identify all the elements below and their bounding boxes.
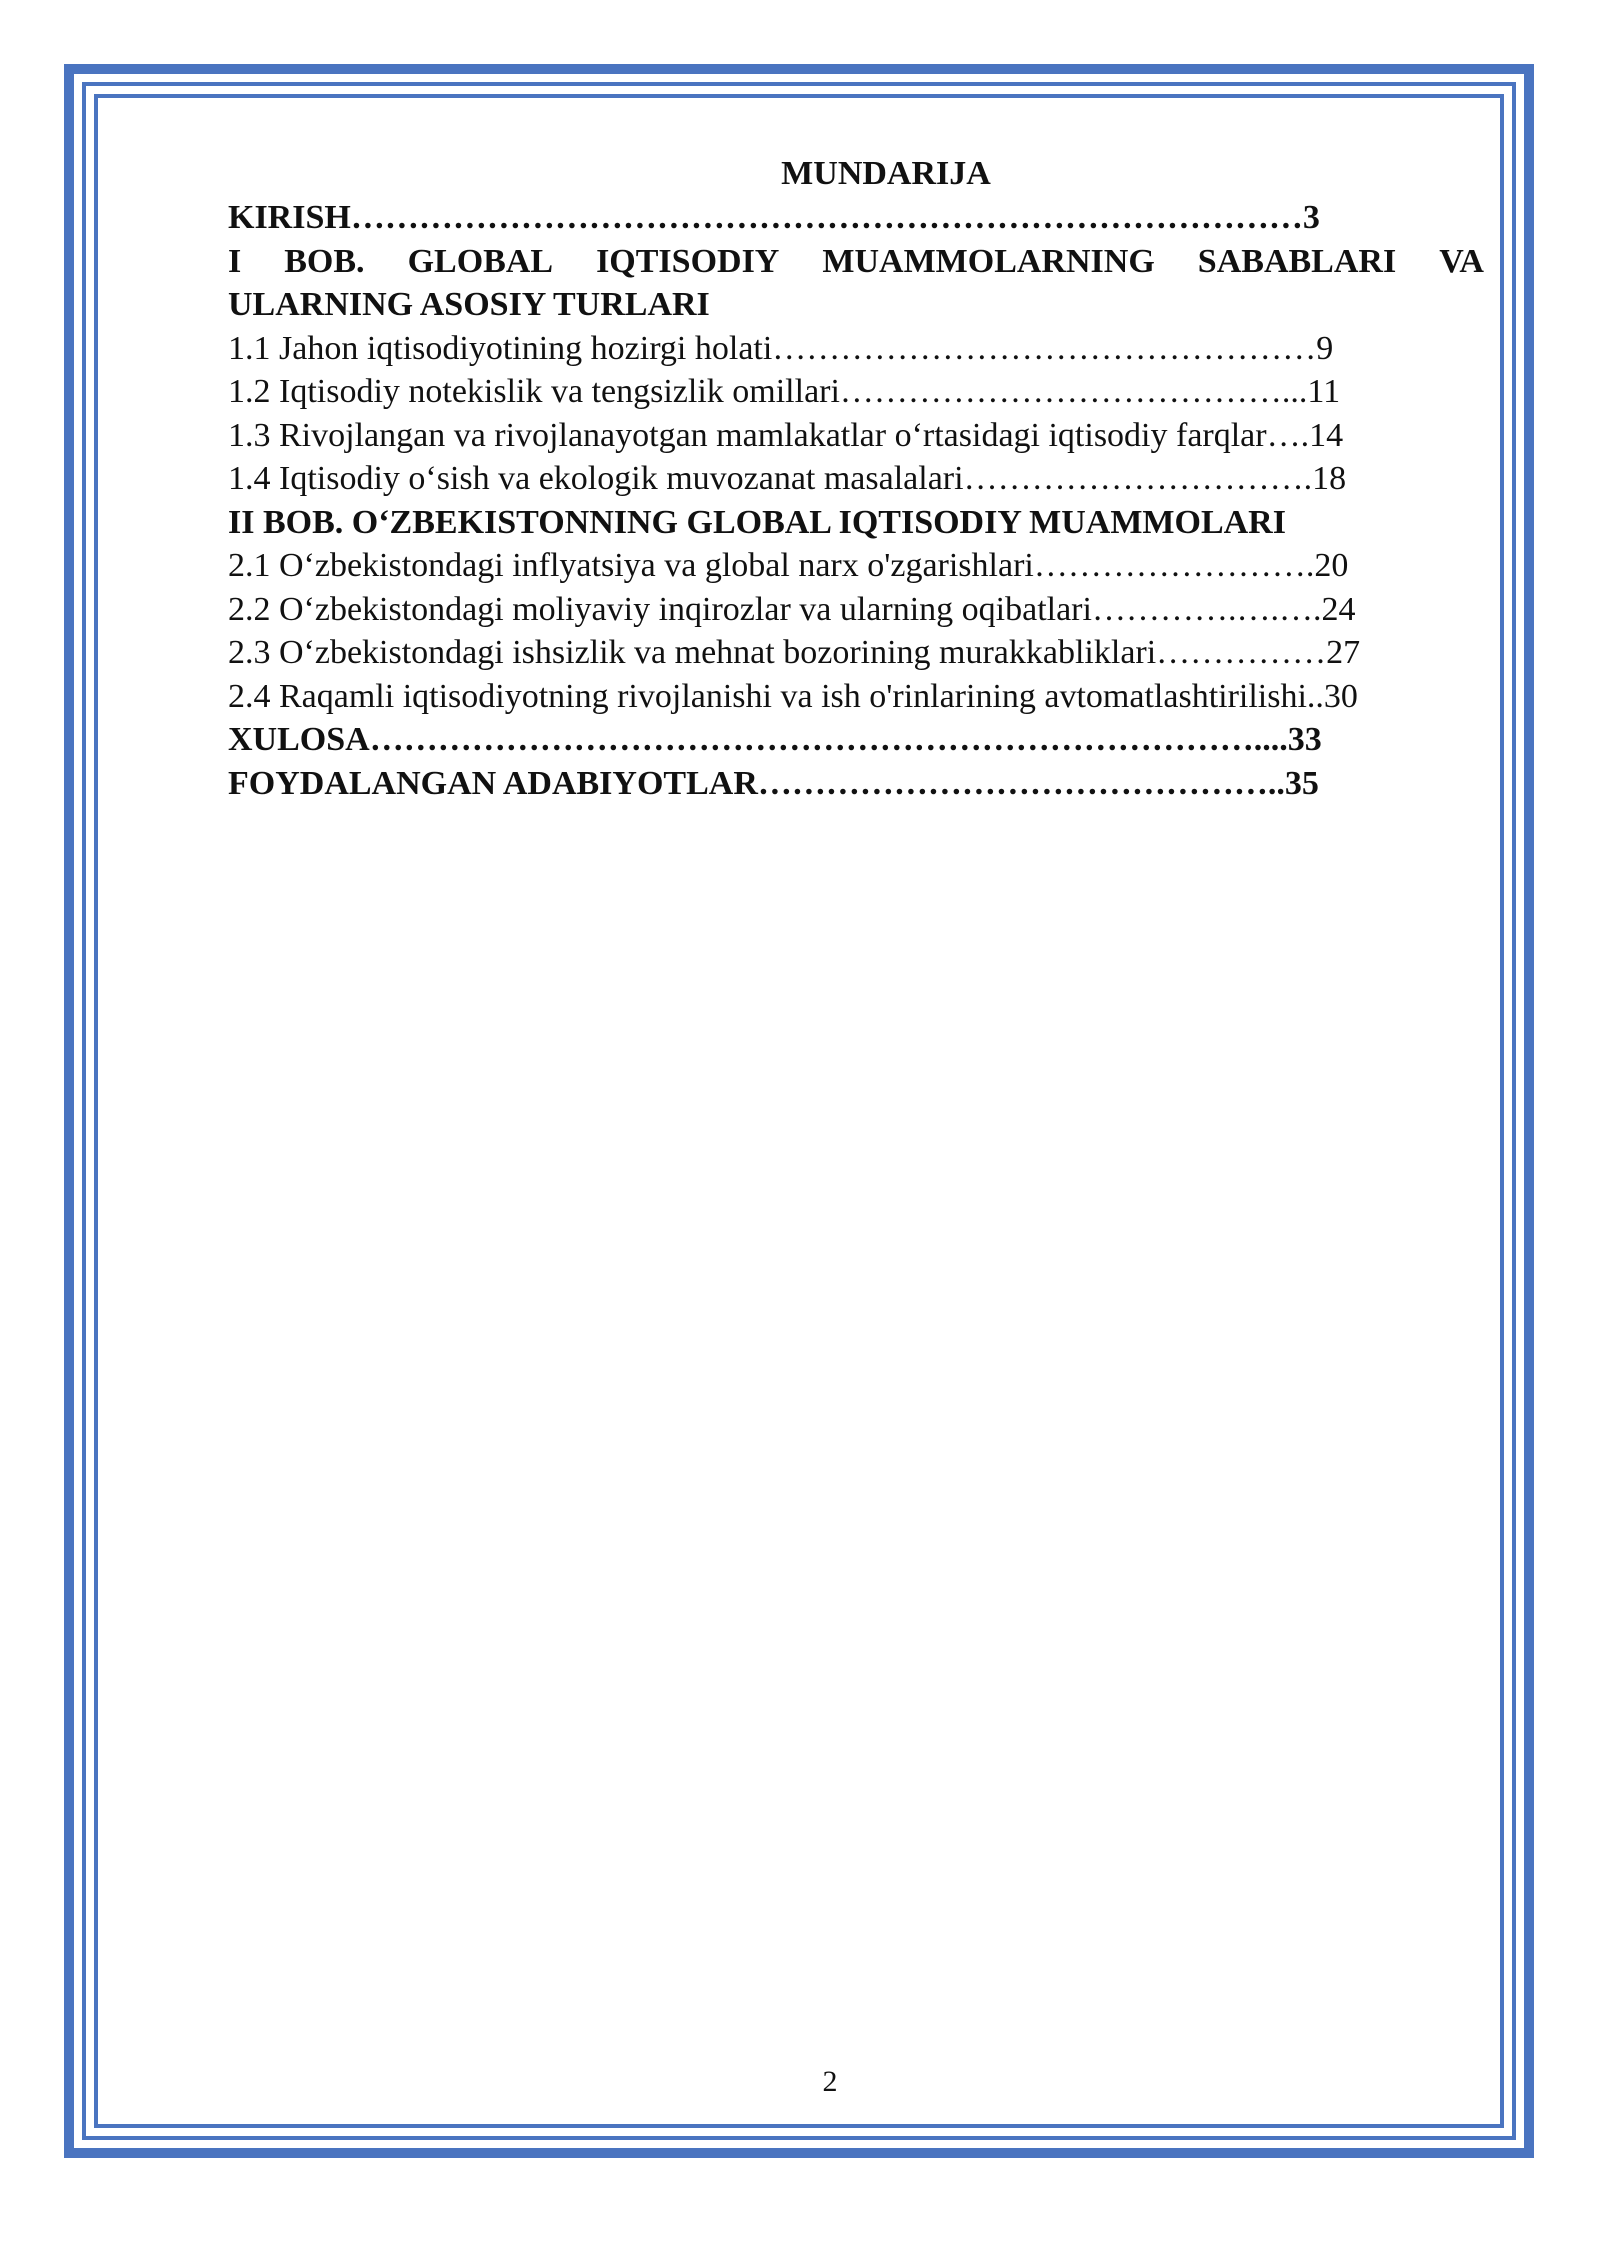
toc-word: SABABLARI xyxy=(1197,242,1397,280)
toc-entry-1-2[interactable]: 1.2 Iqtisodiy notekislik va tengsizlik omillari…………………………………...11 xyxy=(228,373,1341,410)
toc-entry-2-2[interactable]: 2.2 Oʻzbekistondagi moliyaviy inqirozlar va ularning oqibatlari………….….….24 xyxy=(228,590,1356,628)
toc-entry-xulosa[interactable]: XULOSA……………………………………………………………………....33 xyxy=(228,721,1322,758)
toc-entry-1-1[interactable]: 1.1 Jahon iqtisodiyotining hozirgi holati…………………………………………9 xyxy=(228,329,1334,367)
toc-word: GLOBAL xyxy=(407,242,554,280)
toc-entry-bob1-line2[interactable]: ULARNING ASOSIY TURLARI xyxy=(228,286,710,323)
toc-word: I xyxy=(228,242,242,280)
toc-entry-2-3[interactable]: 2.3 Oʻzbekistondagi ishsizlik va mehnat bozorining murakkabliklari……………27 xyxy=(228,634,1361,671)
toc-entry-1-3[interactable]: 1.3 Rivojlangan va rivojlanayotgan mamlakatlar oʻrtasidagi iqtisodiy farqlar….14 xyxy=(228,416,1344,454)
toc-entry-bob1-line1[interactable] xyxy=(228,240,1484,284)
toc-title: MUNDARIJA xyxy=(781,155,991,192)
toc-entry-2-1[interactable]: 2.1 Oʻzbekistondagi inflyatsiya va global narx o'zgarishlari…………………….20 xyxy=(228,547,1349,584)
toc-word: BOB. xyxy=(284,242,365,280)
toc-word: IQTISODIY xyxy=(596,242,780,280)
toc-entry-adabiyotlar[interactable]: FOYDALANGAN ADABIYOTLAR………………………………………..35 xyxy=(228,764,1319,802)
toc-entry-2-4[interactable]: 2.4 Raqamli iqtisodiyotning rivojlanishi va ish o'rinlarining avtomatlashtirilishi..30 xyxy=(228,677,1358,715)
table-of-contents xyxy=(228,152,1484,805)
toc-entry-bob2[interactable]: II BOB. OʻZBEKISTONNING GLOBAL IQTISODIY MUAMMOLARI xyxy=(228,503,1286,541)
toc-entry-1-4[interactable]: 1.4 Iqtisodiy oʻsish va ekologik muvozanat masalalari………………………….18 xyxy=(228,460,1347,497)
toc-entry-kirish[interactable]: KIRISH…………………………………………………………………………3 xyxy=(228,199,1320,236)
toc-word: MUAMMOLARNING xyxy=(822,242,1155,280)
page-number: 2 xyxy=(822,2065,838,2098)
toc-word: VA xyxy=(1439,242,1484,280)
